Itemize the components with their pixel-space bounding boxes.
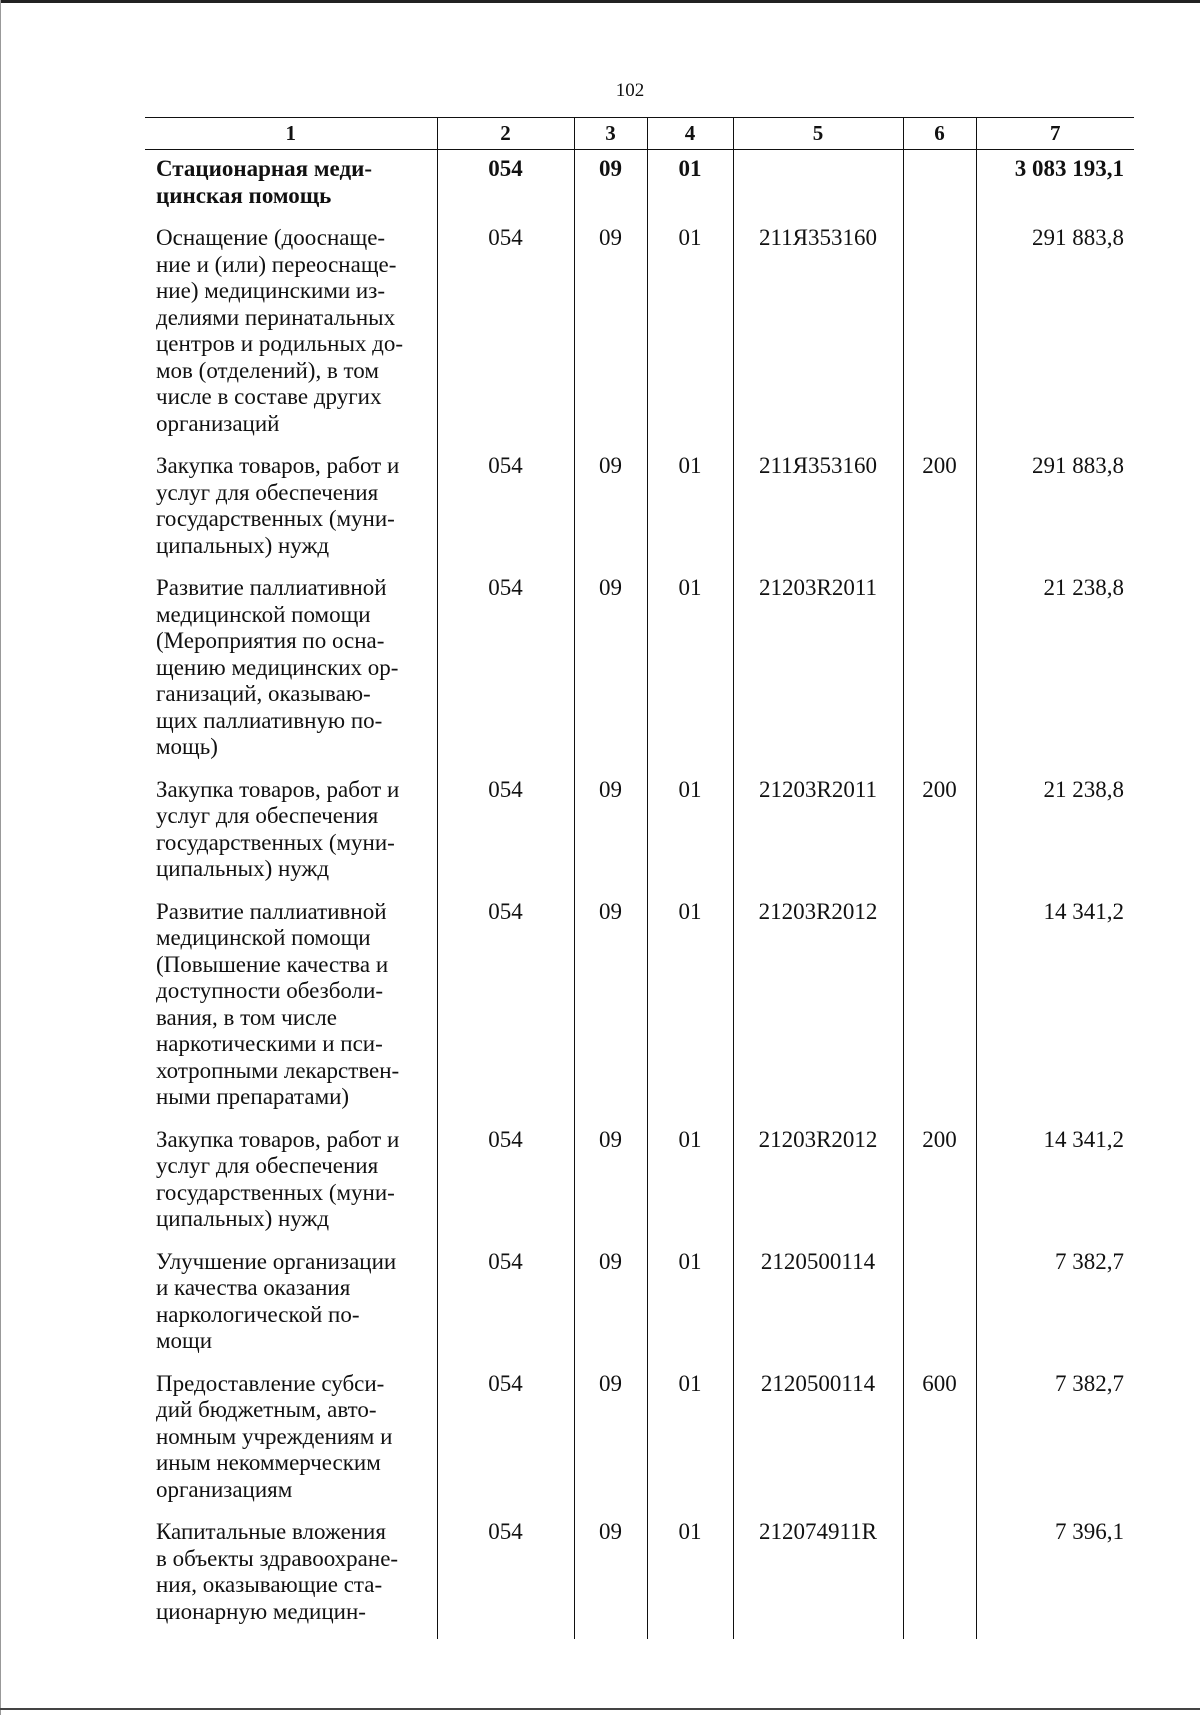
description-line: Закупка товаров, работ и	[156, 453, 400, 478]
description-line: ния, оказывающие ста-	[156, 1572, 383, 1597]
column-header: 7	[976, 118, 1134, 150]
ministry-code-cell: 054	[437, 1371, 574, 1520]
ministry-code-cell: 054	[437, 225, 574, 453]
section-code-cell: 09	[574, 1519, 647, 1639]
ministry-code-cell: 054	[437, 575, 574, 777]
description-line: Стационарная меди-	[156, 156, 372, 181]
expense-type-cell	[903, 150, 976, 226]
table-row	[145, 225, 1134, 453]
description-line: мов (отделений), в том	[156, 357, 379, 383]
table-row	[145, 899, 1134, 1127]
page-number: 102	[615, 80, 645, 101]
ministry-code-cell: 054	[437, 1249, 574, 1371]
table-row	[145, 575, 1134, 777]
subsection-code-cell: 01	[647, 1127, 733, 1249]
subsection-code-cell: 01	[647, 1249, 733, 1371]
section-code-cell: 09	[574, 1371, 647, 1520]
description-line: числе в составе других	[156, 384, 382, 409]
description-line: номным учреждениям и	[156, 1423, 393, 1449]
description-line: мощи	[156, 1328, 213, 1353]
expense-type-cell	[903, 225, 976, 453]
table-row	[145, 1519, 1134, 1639]
description-line: ными препаратами)	[156, 1084, 350, 1109]
scan-bottom-edge	[0, 1708, 1200, 1710]
target-article-cell: 211Я353160	[733, 225, 903, 453]
description-line: наркологической по-	[156, 1301, 360, 1327]
expense-type-cell: 200	[903, 1127, 976, 1249]
expense-type-cell	[903, 575, 976, 777]
target-article-cell: 211Я353160	[733, 453, 903, 575]
description-line: Предоставление субси-	[156, 1370, 385, 1396]
description-line: Развитие паллиативной	[156, 898, 387, 924]
description-line: медицинской помощи	[156, 925, 371, 950]
subsection-code-cell: 01	[647, 150, 733, 226]
scan-top-edge	[0, 0, 1200, 3]
amount-cell: 3 083 193,1	[976, 150, 1134, 226]
subsection-code-cell: 01	[647, 1371, 733, 1520]
description-line: медицинской помощи	[156, 601, 371, 627]
ministry-code-cell: 054	[437, 777, 574, 899]
row-description-cell	[145, 575, 437, 777]
ministry-code-cell: 054	[437, 150, 574, 226]
description-line: доступности обезболи-	[156, 978, 384, 1003]
description-line: государственных (муни-	[156, 829, 395, 855]
expense-type-cell	[903, 899, 976, 1127]
description-line: Улучшение организации	[156, 1248, 397, 1274]
amount-cell: 291 883,8	[976, 453, 1134, 575]
expense-type-cell: 200	[903, 453, 976, 575]
description-line: щих паллиативную по-	[156, 707, 383, 733]
description-line: Оснащение (дооснаще-	[156, 225, 386, 250]
description-line: щению медицинских ор-	[156, 654, 399, 680]
column-header: 2	[437, 118, 574, 150]
description-line: Закупка товаров, работ и	[156, 776, 400, 802]
section-code-cell: 09	[574, 1127, 647, 1249]
description-line: организациям	[156, 1476, 293, 1502]
table-row	[145, 1127, 1134, 1249]
row-description-cell	[145, 453, 437, 575]
description-line: центров и родильных до-	[156, 331, 404, 356]
subsection-code-cell: 01	[647, 1519, 733, 1639]
column-header: 4	[647, 118, 733, 150]
target-article-cell: 21203R2011	[733, 575, 903, 777]
target-article-cell: 21203R2012	[733, 1127, 903, 1249]
description-line: иным некоммерческим	[156, 1450, 381, 1475]
target-article-cell: 2120500114	[733, 1371, 903, 1520]
expense-type-cell: 600	[903, 1371, 976, 1520]
amount-cell: 14 341,2	[976, 899, 1134, 1127]
description-line: вания, в том числе	[156, 1004, 337, 1030]
description-line: ципальных) нужд	[156, 856, 330, 881]
column-header: 3	[574, 118, 647, 150]
description-line: хотропными лекарствен-	[156, 1057, 400, 1083]
ministry-code-cell: 054	[437, 899, 574, 1127]
table-row	[145, 1249, 1134, 1371]
description-line: услуг для обеспечения	[156, 479, 379, 505]
subsection-code-cell: 01	[647, 453, 733, 575]
section-code-cell: 09	[574, 225, 647, 453]
amount-cell: 7 382,7	[976, 1371, 1134, 1520]
section-code-cell: 09	[574, 575, 647, 777]
description-line: делиями перинатальных	[156, 304, 396, 330]
expense-type-cell	[903, 1519, 976, 1639]
amount-cell: 291 883,8	[976, 225, 1134, 453]
row-description-cell	[145, 1371, 437, 1520]
column-header: 5	[733, 118, 903, 150]
description-line: (Мероприятия по осна-	[156, 628, 385, 653]
target-article-cell	[733, 150, 903, 226]
section-code-cell: 09	[574, 899, 647, 1127]
subsection-code-cell: 01	[647, 899, 733, 1127]
ministry-code-cell: 054	[437, 453, 574, 575]
description-line: услуг для обеспечения	[156, 803, 379, 828]
description-line: организаций	[156, 410, 280, 436]
description-line: и качества оказания	[156, 1275, 351, 1300]
description-line: ципальных) нужд	[156, 532, 330, 558]
scan-left-edge	[0, 0, 1, 1715]
target-article-cell: 2120500114	[733, 1249, 903, 1371]
row-description-cell	[145, 1249, 437, 1371]
amount-cell: 7 396,1	[976, 1519, 1134, 1639]
amount-cell: 21 238,8	[976, 777, 1134, 899]
target-article-cell: 21203R2011	[733, 777, 903, 899]
amount-cell: 21 238,8	[976, 575, 1134, 777]
table-body	[145, 150, 1134, 1640]
amount-cell: 7 382,7	[976, 1249, 1134, 1371]
subsection-code-cell: 01	[647, 225, 733, 453]
description-line: ние) медицинскими из-	[156, 278, 385, 303]
description-line: мощь)	[156, 734, 218, 759]
description-line: государственных (муни-	[156, 506, 395, 531]
description-line: цинская помощь	[156, 182, 332, 208]
description-line: ципальных) нужд	[156, 1206, 330, 1231]
column-header: 6	[903, 118, 976, 150]
section-code-cell: 09	[574, 453, 647, 575]
row-description-cell	[145, 225, 437, 453]
row-description-cell	[145, 150, 437, 226]
expense-type-cell	[903, 1249, 976, 1371]
target-article-cell: 21203R2012	[733, 899, 903, 1127]
description-line: в объекты здравоохране-	[156, 1545, 399, 1571]
description-line: (Повышение качества и	[156, 951, 389, 977]
description-line: государственных (муни-	[156, 1179, 395, 1205]
header-row	[145, 118, 1134, 150]
section-code-cell: 09	[574, 777, 647, 899]
ministry-code-cell: 054	[437, 1519, 574, 1639]
target-article-cell: 212074911R	[733, 1519, 903, 1639]
description-line: Развитие паллиативной	[156, 575, 387, 600]
description-line: ганизаций, оказываю-	[156, 681, 371, 706]
row-description-cell	[145, 1127, 437, 1249]
ministry-code-cell: 054	[437, 1127, 574, 1249]
section-code-cell: 09	[574, 1249, 647, 1371]
column-header: 1	[145, 118, 437, 150]
description-line: ционарную медицин-	[156, 1598, 366, 1624]
description-line: Капитальные вложения	[156, 1519, 386, 1544]
description-line: услуг для обеспечения	[156, 1153, 379, 1178]
row-description-cell	[145, 899, 437, 1127]
description-line: дий бюджетным, авто-	[156, 1397, 377, 1422]
description-line: наркотическими и пси-	[156, 1031, 383, 1056]
row-description-cell	[145, 777, 437, 899]
table-row	[145, 150, 1134, 226]
subsection-code-cell: 01	[647, 575, 733, 777]
description-line: Закупка товаров, работ и	[156, 1126, 400, 1152]
amount-cell: 14 341,2	[976, 1127, 1134, 1249]
budget-table	[145, 117, 1134, 1639]
subsection-code-cell: 01	[647, 777, 733, 899]
row-description-cell	[145, 1519, 437, 1639]
expense-type-cell: 200	[903, 777, 976, 899]
table-row	[145, 777, 1134, 899]
section-code-cell: 09	[574, 150, 647, 226]
table-row	[145, 1371, 1134, 1520]
table-row	[145, 453, 1134, 575]
description-line: ние и (или) переоснаще-	[156, 251, 397, 277]
